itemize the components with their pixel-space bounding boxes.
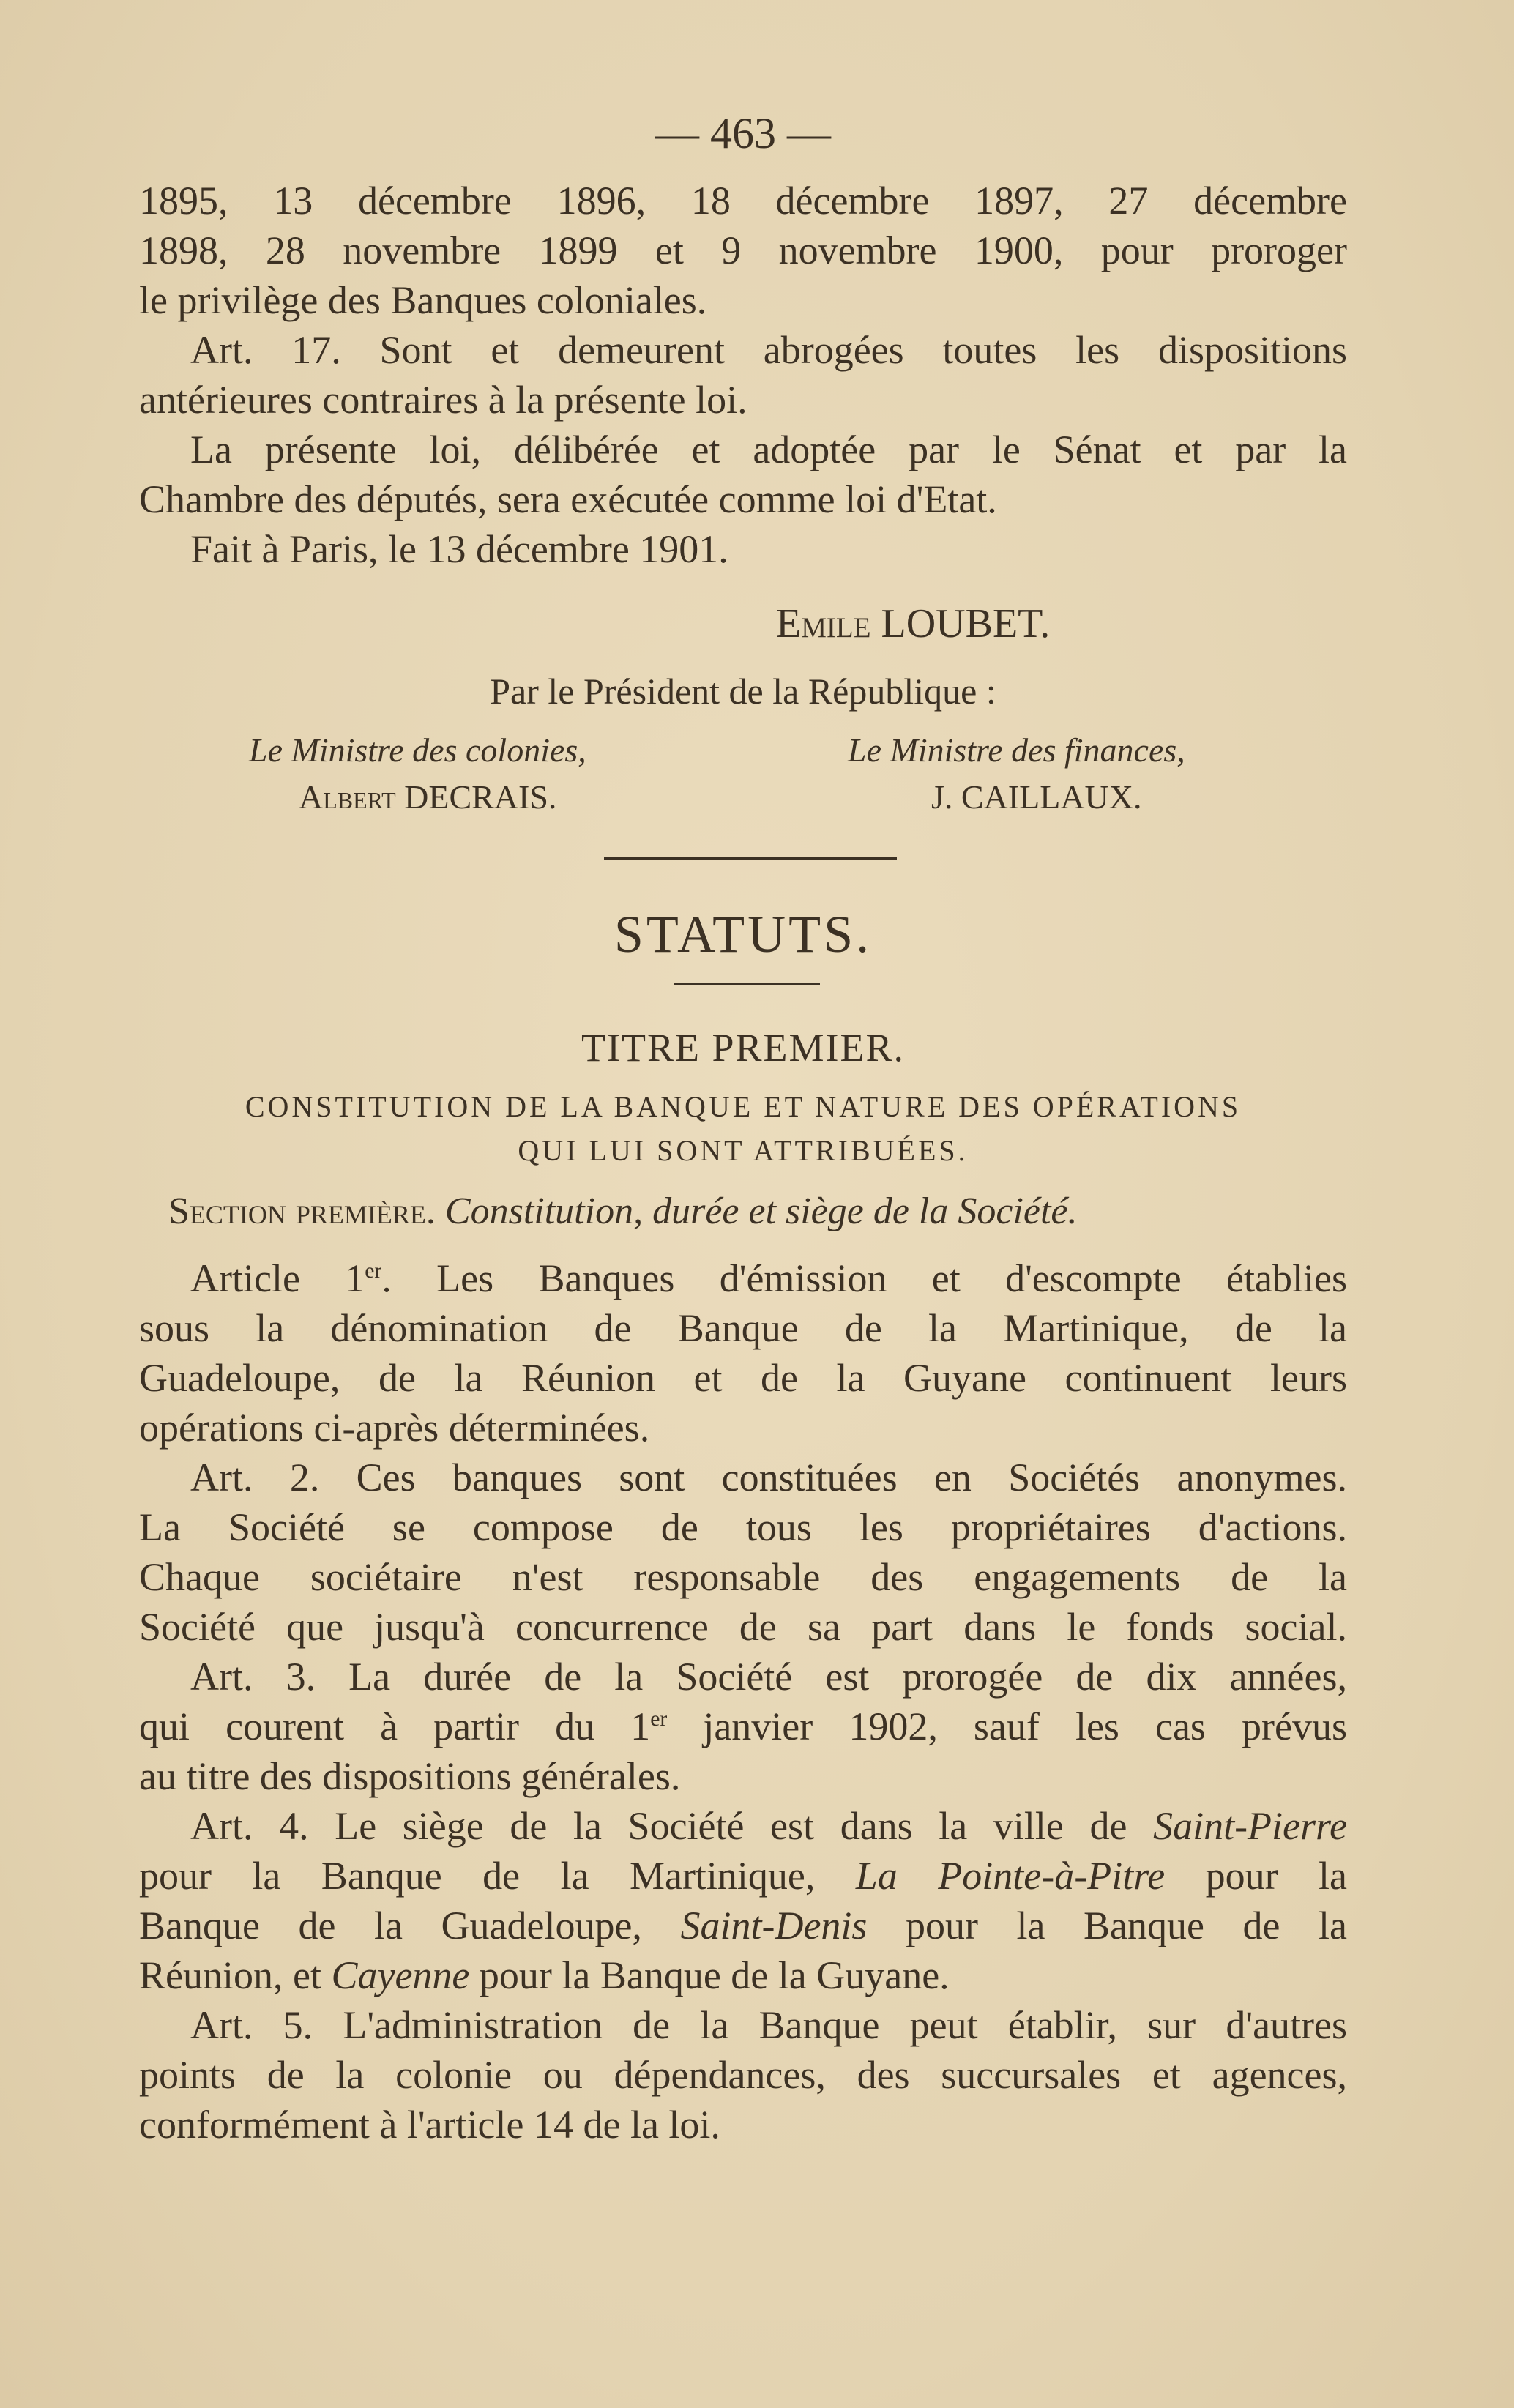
short-divider [674, 983, 820, 985]
text-line: La présente loi, délibérée et adoptée par le Sénat et par la [190, 428, 1347, 471]
section-label: Section première. [168, 1190, 436, 1232]
text-line: qui courent à partir du 1er janvier 1902, sauf les cas prévus [139, 1704, 1347, 1748]
text-line: Art. 5. L'administration de la Banque peut établir, sur d'autres [190, 2003, 1347, 2047]
text-line: Banque de la Guadeloupe, Saint-Denis pour la Banque de la [139, 1904, 1347, 1947]
text-line: Chaque sociétaire n'est responsable des engagements de la [139, 1555, 1347, 1599]
text-line: pour la Banque de la Martinique, La Pointe-à-Pitre pour la [139, 1854, 1347, 1898]
titre-subtitle-line2: QUI LUI SONT ATTRIBUÉES. [518, 1134, 969, 1167]
text-line: Réunion, et Cayenne pour la Banque de la Guyane. [139, 1953, 950, 1997]
text-line: antérieures contraires à la présente loi. [139, 378, 747, 422]
section-heading [139, 1190, 1376, 1233]
minister-right-name: J. CAILLAUX. [931, 778, 1142, 816]
text-line: 1895, 13 décembre 1896, 18 décembre 1897, 27 décembre [139, 179, 1347, 223]
minister-right-title: Le Ministre des finances, [848, 731, 1185, 769]
text-line: au titre des dispositions générales. [139, 1754, 681, 1798]
article-1-line: Article 1er. Les Banques d'émission et d'escompte établies [190, 1256, 1347, 1300]
text-line: Art. 3. La durée de la Société est prorogée de dix années, [190, 1655, 1347, 1699]
par-le-president: Par le Président de la République : [490, 671, 996, 712]
text-line: points de la colonie ou dépendances, des succursales et agences, [139, 2053, 1347, 2097]
minister-left-name: Albert DECRAIS. [299, 778, 557, 816]
minister-left-title: Le Ministre des colonies, [249, 731, 586, 769]
section-title: Constitution, durée et siège de la Société. [444, 1190, 1078, 1232]
text-line: Art. 17. Sont et demeurent abrogées toutes les dispositions [190, 328, 1347, 372]
divider [604, 857, 897, 860]
page-number: — 463 — [655, 109, 831, 157]
text-line: Guadeloupe, de la Réunion et de la Guyane continuent leurs [139, 1356, 1347, 1400]
text-line: le privilège des Banques coloniales. [139, 278, 707, 322]
text-line: Art. 2. Ces banques sont constituées en Sociétés anonymes. [190, 1455, 1347, 1499]
titre-heading: TITRE PREMIER. [581, 1026, 905, 1070]
president-signature: Emile LOUBET. [776, 601, 1051, 646]
text-line: conformément à l'article 14 de la loi. [139, 2103, 720, 2147]
text-line: Art. 4. Le siège de la Société est dans la ville de Saint-Pierre [190, 1804, 1347, 1848]
text-line: Chambre des députés, sera exécutée comme loi d'Etat. [139, 477, 997, 521]
articles [139, 1253, 1347, 2150]
text-line: 1898, 28 novembre 1899 et 9 novembre 1900, pour proroger [139, 228, 1347, 272]
text-line: Société que jusqu'à concurrence de sa part dans le fonds social. [139, 1605, 1347, 1649]
text-line: Fait à Paris, le 13 décembre 1901. [190, 527, 728, 571]
law-tail [139, 176, 1347, 574]
text-line: sous la dénomination de Banque de la Martinique, de la [139, 1306, 1347, 1350]
statuts-heading: STATUTS. [614, 905, 873, 963]
text-line: opérations ci-après déterminées. [139, 1406, 650, 1450]
text-line: La Société se compose de tous les propriétaires d'actions. [139, 1505, 1347, 1549]
titre-subtitle-line1: CONSTITUTION DE LA BANQUE ET NATURE DES OPÉRATIONS [245, 1090, 1242, 1123]
